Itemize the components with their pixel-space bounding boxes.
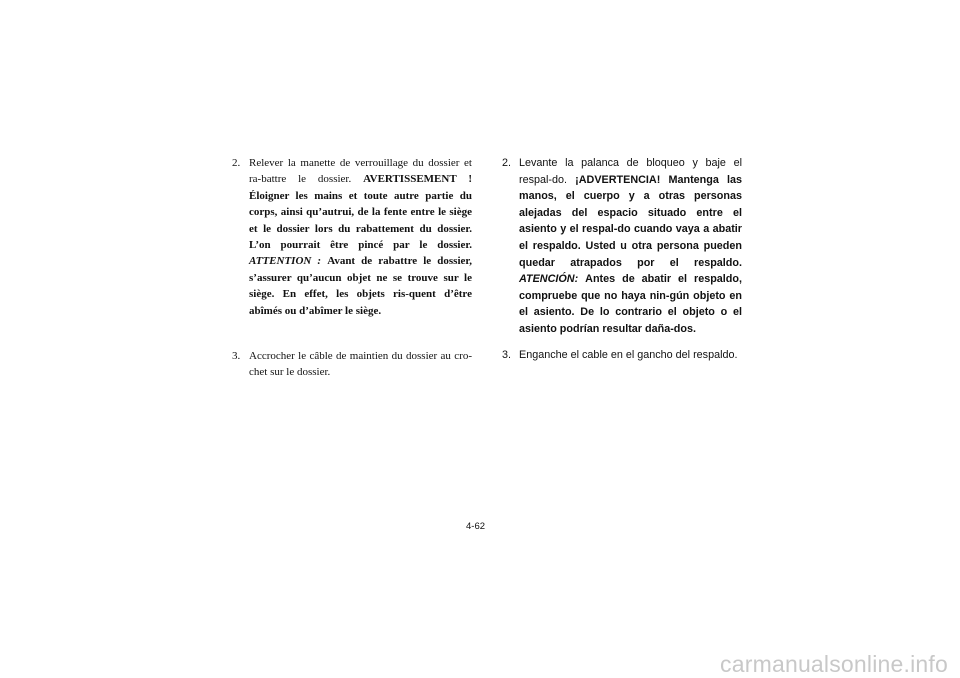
item-number: 3.	[232, 350, 241, 362]
french-item-2	[232, 155, 472, 319]
item-number: 3.	[502, 349, 512, 361]
instruction-text: Enganche el cable en el gancho del respaldo.	[519, 349, 738, 361]
attention-text: Antes de abatir el respaldo, compruebe que no haya nin-gún objeto en el asiento. De lo contrario el objeto o el asiento podrían resultar daña-dos.	[519, 273, 742, 335]
warning-heading: AVERTISSEMENT !	[363, 173, 472, 186]
spanish-item-3	[502, 347, 742, 364]
warning-text: Mantenga las manos, el cuerpo y a otras personas alejadas del espacio situado entre el asiento y el respal-do cuando vaya a abatir el respaldo. Usted u otra persona pueden quedar atrapados por el respaldo.	[519, 173, 743, 269]
page-number: 4-62	[466, 521, 486, 532]
spanish-item-2	[502, 155, 742, 338]
watermark: carmanualsonline.info	[720, 651, 948, 677]
warning-heading: ¡ADVERTENCIA!	[575, 173, 661, 186]
warning-text: Éloigner les mains et toute autre partie du corps, ainsi qu’autrui, de la fente entre le siège et le dossier lors du rabattement du dossier. L’on pourrait être pincé par le dossier.	[249, 189, 472, 252]
instruction-text: Accrocher le câble de maintien du dossier au cro-chet sur le dossier.	[249, 350, 472, 379]
instruction-text: Relever la manette de verrouillage du dossier et ra-battre le dossier.	[249, 157, 472, 186]
attention-heading: ATTENTION :	[249, 255, 322, 268]
attention-text: Avant de rabattre le dossier, s’assurer qu’aucun objet ne se trouve sur le siège. En effet, les objets ris-quent d’être abîmés ou d’abîmer le siège.	[249, 255, 473, 317]
item-number: 2.	[502, 157, 512, 169]
french-item-3	[232, 348, 472, 381]
attention-heading: ATENCIÓN:	[519, 273, 579, 286]
item-number: 2.	[232, 157, 241, 169]
instruction-text: Levante la palanca de bloqueo y baje el respal-do.	[519, 157, 742, 186]
